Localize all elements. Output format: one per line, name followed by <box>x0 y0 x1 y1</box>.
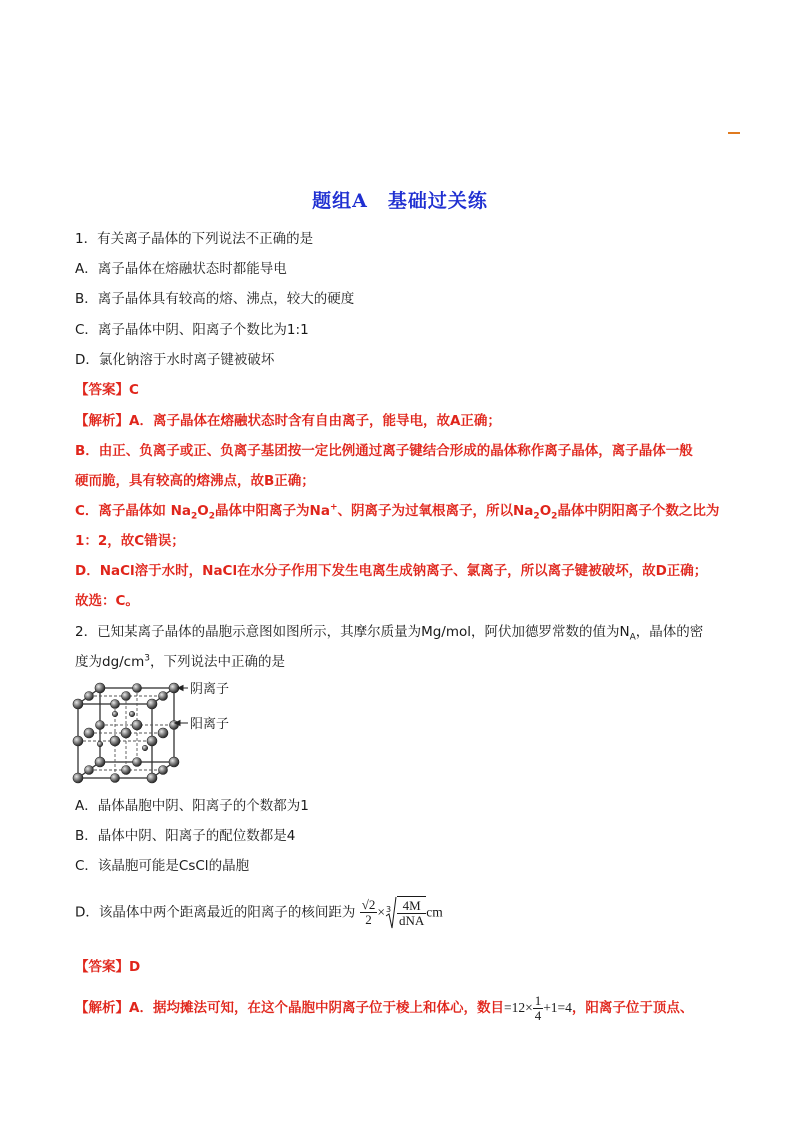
q1-analysis-a <box>75 411 501 431</box>
crystal-cell-figure <box>70 676 270 788</box>
q2-analysis-a <box>75 992 693 1024</box>
q2-s2c: ，下列说法中正确的是 <box>150 654 285 670</box>
q2-s1a: 2．已知某离子晶体的晶胞示意图如图所示，其摩尔质量为Mg/mol，阿伏加德罗常数的值为N <box>75 624 630 640</box>
q1-analysis-c1 <box>75 501 719 521</box>
q1-option-d: D．氯化钠溶于水时离子键被破坏 <box>75 352 275 368</box>
q1-ac-9: O <box>539 503 552 519</box>
q1-ac-10: 2 <box>551 511 558 522</box>
q2-s2a: 度为dg/cm <box>75 654 145 670</box>
q2-d-fraction <box>360 898 378 927</box>
q1-stem: 1．有关离子晶体的下列说法不正确的是 <box>75 231 314 247</box>
anion-label: 阴离子 <box>190 681 230 696</box>
q2-s1c: ，晶体的密 <box>635 624 704 640</box>
q2-stem-1 <box>75 622 703 642</box>
q2-answer-value: D <box>129 959 141 975</box>
q2-d-frac-num: √2 <box>361 897 376 912</box>
q1-ac-3: O <box>197 503 209 519</box>
q1-analysis-b2: 硬而脆，具有较高的熔沸点，故B正确； <box>75 473 315 489</box>
q2-d-root-index: 3 <box>385 905 392 914</box>
q2-option-d <box>75 896 443 929</box>
q2-eq-lhs: =12× <box>503 1000 533 1015</box>
q1-ac-7: 、阴离子为过氧根离子，所以Na <box>337 503 534 519</box>
q2-eq-rhs: +1=4 <box>543 1000 572 1015</box>
q1-option-b: B．离子晶体具有较高的熔、沸点，较大的硬度 <box>75 291 355 307</box>
q2-analysis-tag: 【解析】 <box>75 1000 129 1016</box>
q2-eq-den: 4 <box>534 1007 542 1023</box>
q2-analysis-a2: ，阳离子位于顶点、 <box>571 1000 694 1016</box>
q1-answer <box>75 380 139 400</box>
q1-ac-8: 2 <box>533 511 540 522</box>
section-title: 题组A 基础过关练 <box>312 190 488 212</box>
q2-analysis-a1: A．据均摊法可知，在这个晶胞中阴离子位于棱上和体心，数目 <box>129 1000 504 1016</box>
q2-d-times: × <box>377 904 385 920</box>
q1-answer-value: C <box>129 382 139 398</box>
q1-answer-tag: 【答案】 <box>75 382 129 398</box>
q2-d-root-num: 4M <box>397 899 426 914</box>
q1-option-c: C．离子晶体中阴、阳离子个数比为1:1 <box>75 322 309 338</box>
q2-option-c: C．该晶胞可能是CsCl的晶胞 <box>75 858 250 874</box>
q1-ac-6: + <box>329 502 338 513</box>
q1-analysis-c2: 1：2，故C错误； <box>75 533 185 549</box>
header-dash <box>728 132 740 134</box>
q2-d-frac-den: 2 <box>365 912 372 927</box>
q2-d-text: D．该晶体中两个距离最近的阳离子的核间距为 <box>75 904 356 921</box>
q2-stem-2 <box>75 652 285 672</box>
q2-answer-tag: 【答案】 <box>75 959 129 975</box>
q1-analysis-b1: B．由正、负离子或正、负离子基团按一定比例通过离子键结合形成的晶体称作离子晶体，离子晶体一般 <box>75 443 693 459</box>
cation-label: 阳离子 <box>190 716 230 731</box>
q2-d-unit: cm <box>426 904 443 920</box>
q2-d-root-den: dNA <box>398 912 425 928</box>
q2-eq-num: 1 <box>534 992 542 1008</box>
q1-analysis-tag: 【解析】 <box>75 413 129 429</box>
q2-eq-fraction <box>533 994 544 1023</box>
q1-ac-2: 2 <box>191 511 198 522</box>
q1-analysis-a-text: A．离子晶体在熔融状态时含有自由离子，能导电，故A正确； <box>129 413 501 429</box>
q1-option-a: A．离子晶体在熔融状态时都能导电 <box>75 261 287 277</box>
q2-d-cube-root <box>385 896 426 929</box>
q2-option-b: B．晶体中阴、阳离子的配位数都是4 <box>75 828 296 844</box>
q2-s1b: A <box>629 632 636 643</box>
q1-ac-1: C．离子晶体如 Na <box>75 503 192 519</box>
radical-sign-icon <box>385 896 397 930</box>
q1-ac-4: 2 <box>208 511 216 522</box>
q2-s2b: 3 <box>144 653 150 664</box>
q1-conclusion: 故选：C。 <box>75 593 139 609</box>
q2-option-a: A．晶体晶胞中阴、阳离子的个数都为1 <box>75 798 309 814</box>
q1-analysis-d: D．NaCl溶于水时，NaCl在水分子作用下发生电离生成钠离子、氯离子，所以离子键被破坏，故D正确； <box>75 563 708 579</box>
q2-answer <box>75 957 140 977</box>
q1-ac-5: 晶体中阳离子为Na <box>215 503 330 519</box>
q1-ac-11: 晶体中阴阳离子个数之比为 <box>557 503 720 519</box>
